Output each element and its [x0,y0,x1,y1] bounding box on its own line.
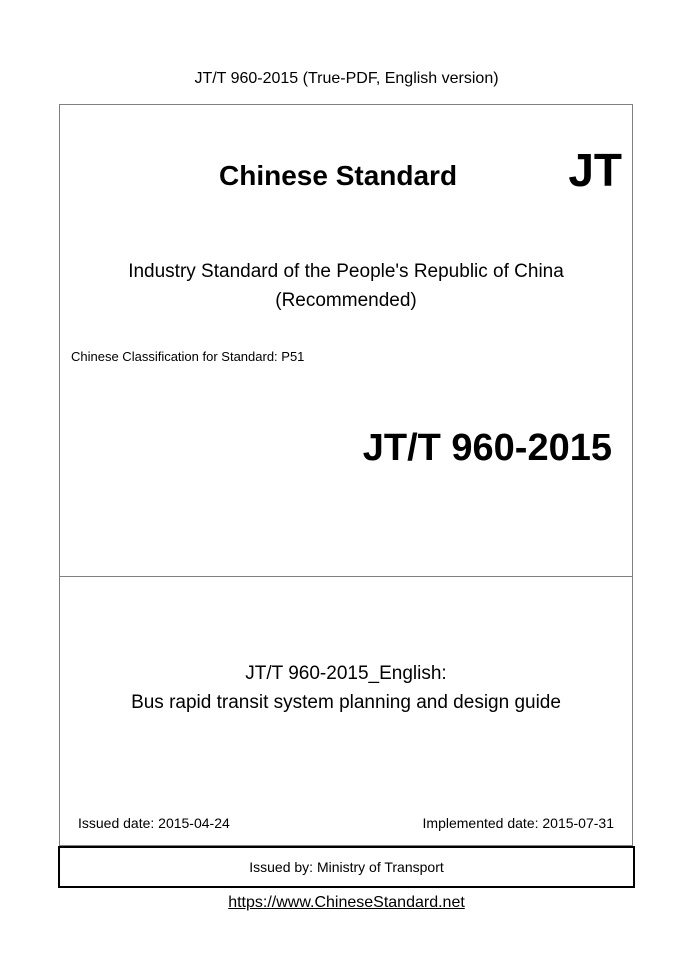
document-title-line-1: JT/T 960-2015_English: [245,663,447,684]
implemented-date: Implemented date: 2015-07-31 [422,815,614,831]
issuer-text: Issued by: Ministry of Transport [249,859,444,875]
document-title-line-2: Bus rapid transit system planning and design guide [131,692,561,713]
section-divider [60,576,632,577]
page-header-title: JT/T 960-2015 (True-PDF, English version) [194,70,499,87]
standard-code: JT [568,144,622,196]
issuer-box [58,846,635,888]
issued-date: Issued date: 2015-04-24 [78,815,230,831]
footer [0,894,693,912]
cover-frame [59,104,633,846]
standard-number: JT/T 960-2015 [362,427,612,469]
standard-label: Chinese Standard [219,160,458,191]
industry-statement [60,257,632,315]
industry-line-2: (Recommended) [275,290,417,311]
document-title [60,659,632,717]
website-link[interactable]: https://www.ChineseStandard.net [228,894,465,911]
classification-text: Chinese Classification for Standard: P51 [71,349,305,364]
industry-line-1: Industry Standard of the People's Republic of China [128,261,564,282]
